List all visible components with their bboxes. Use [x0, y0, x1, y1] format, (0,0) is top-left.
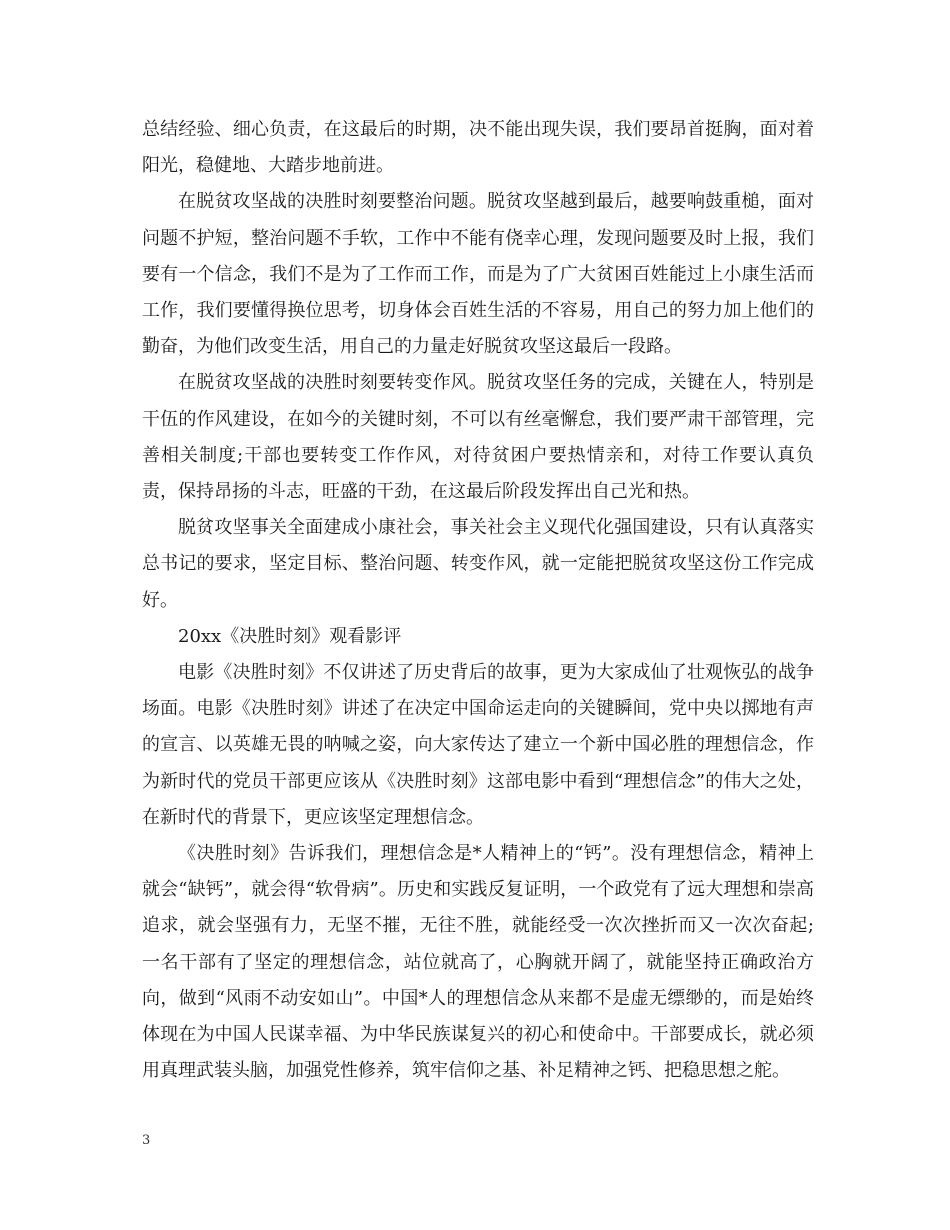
paragraph-2: 在脱贫攻坚战的决胜时刻要整治问题。脱贫攻坚越到最后，越要响鼓重槌，面对问题不护短，整治问题不手软，工作中不能有侥幸心理，发现问题要及时上报，我们要有一个信念，我们不是为了工作而工作，而是为了广大贫困百姓能过上小康生活而工作，我们要懂得换位思考，切身体会百姓生活的不容易，用自己的努力加上他们的勤奋，为他们改变生活，用自己的力量走好脱贫攻坚这最后一段路。: [142, 191, 814, 358]
paragraph-5: 电影《决胜时刻》不仅讲述了历史背后的故事，更为大家成仙了壮观恢弘的战争场面。电影《决胜时刻》讲述了在决定中国命运走向的关键瞬间，党中央以掷地有声的宣言、以英雄无畏的呐喊之姿，向大家传达了建立一个新中国必胜的理想信念，作为新时代的党员干部更应该从《决胜时刻》这部电影中看到“理想信念”的伟大之处，在新时代的背景下，更应该坚定理想信念。: [142, 662, 814, 828]
section-heading: 20xx《决胜时刻》观看影评: [178, 625, 402, 647]
paragraph-6: 《决胜时刻》告诉我们，理想信念是*人精神上的“钙”。没有理想信念，精神上就会“缺钙”，就会得“软骨病”。历史和实践反复证明，一个政党有了远大理想和崇高追求，就会坚强有力，无坚不摧，无往不胜，就能经受一次次挫折而又一次次奋起;一名干部有了坚定的理想信念，站位就高了，心胸就开阔了，就能坚持正确政治方向，做到“风雨不动安如山”。中国*人的理想信念从来都不是虚无缥缈的，而是始终体现在为中国人民谋幸福、为中华民族谋复兴的初心和使命中。干部要成长，就必须用真理武装头脑，加强党性修养，筑牢信仰之基、补足精神之钙、把稳思想之舵。: [142, 843, 814, 1082]
paragraph-4: 脱贫攻坚事关全面建成小康社会，事关社会主义现代化强国建设，只有认真落实总书记的要求，坚定目标、整治问题、转变作风，就一定能把脱贫攻坚这份工作完成好。: [142, 517, 814, 611]
paragraph-3: 在脱贫攻坚战的决胜时刻要转变作风。脱贫攻坚任务的完成，关键在人，特别是干伍的作风建设，在如今的关键时刻，不可以有丝毫懈怠，我们要严肃干部管理，完善相关制度;干部也要转变工作作风，对待贫困户要热情亲和，对待工作要认真负责，保持昂扬的斗志，旺盛的干劲，在这最后阶段发挥出自己光和热。: [142, 372, 814, 503]
page-number: 3: [142, 1133, 151, 1148]
paragraph-1: 总结经验、细心负责，在这最后的时期，决不能出现失误，我们要昂首挺胸，面对着阳光，稳健地、大踏步地前进。: [142, 119, 814, 177]
document-body: [142, 112, 814, 1089]
